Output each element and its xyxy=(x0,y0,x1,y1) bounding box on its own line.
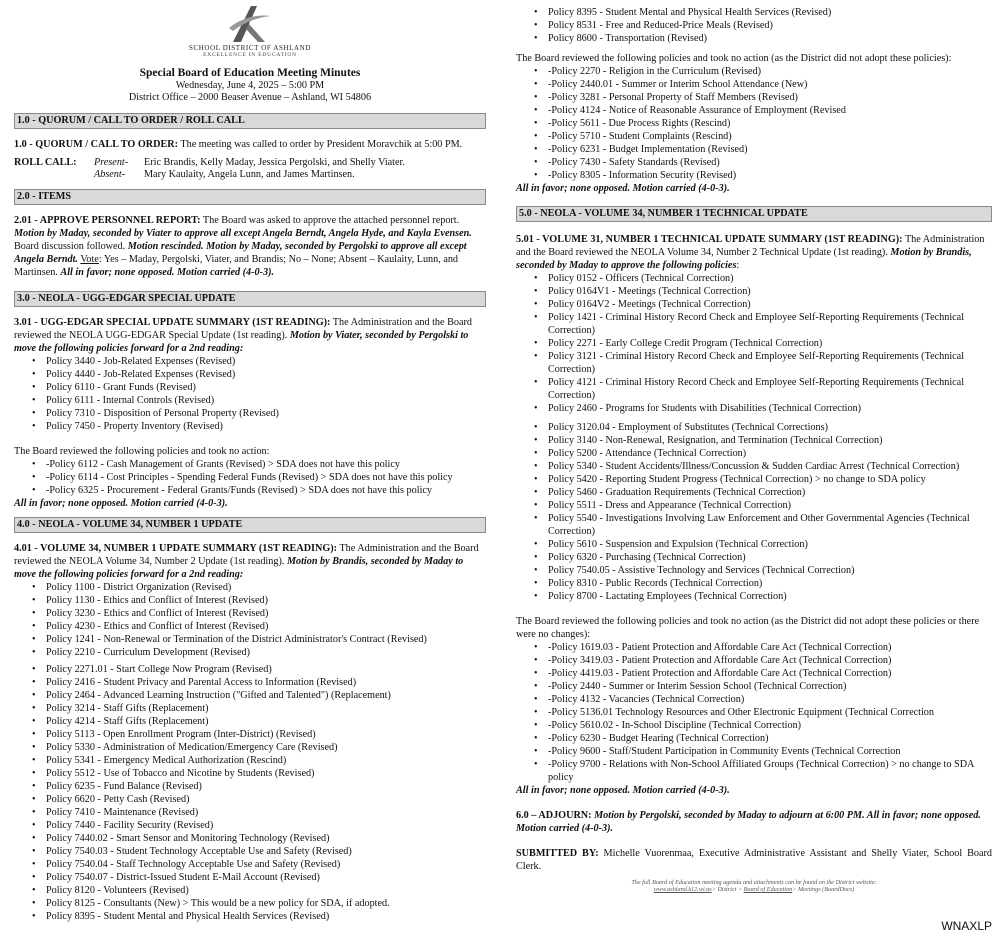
ugg-edgar-text: The Administration and the Board reviewed the NEOLA UGG-EDGAR Special Update (1st reading). xyxy=(14,317,472,341)
publication-code: WNAXLP xyxy=(941,919,992,933)
list-item: • Policy 8120 - Volunteers (Revised) xyxy=(32,884,486,897)
meeting-location: District Office – 2000 Beaser Avenue – Ashland, WI 54806 xyxy=(128,92,372,103)
submitted-by xyxy=(516,847,992,873)
list-item: • Policy 6320 - Purchasing (Technical Correction) xyxy=(534,551,992,564)
list-item: • Policy 6111 - Internal Controls (Revised) xyxy=(32,394,486,407)
roll-call-label: ROLL CALL: xyxy=(14,157,77,168)
logo-name: SCHOOL DISTRICT OF ASHLAND xyxy=(189,44,311,52)
list-item: • Policy 3440 - Job-Related Expenses (Revised) xyxy=(32,355,486,368)
absent-members: Mary Kaulaity, Angela Lunn, and James Martinsen. xyxy=(144,169,355,180)
list-item: • Policy 5200 - Attendance (Technical Correction) xyxy=(534,447,992,460)
personnel-discussion: Board discussion followed. xyxy=(14,241,128,252)
list-item: • Policy 5512 - Use of Tobacco and Nicotine by Students (Revised) xyxy=(32,767,486,780)
section-4-header: 4.0 - NEOLA - VOLUME 34, NUMBER 1 UPDATE xyxy=(14,517,486,533)
adjourn xyxy=(516,809,992,835)
submitted-by-text: Michelle Vuorenmaa, Executive Administrative Assistant and Shelly Viater, School Board Clerk. xyxy=(516,848,992,872)
list-item: • Policy 1130 - Ethics and Conflict of Interest (Revised) xyxy=(32,594,486,607)
adjourn-heading: 6.0 – ADJOURN: xyxy=(516,810,592,821)
list-item: • Policy 3140 - Non-Renewal, Resignation, and Termination (Technical Correction) xyxy=(534,434,992,447)
website-note-line: The full Board of Education meeting agenda and attachments can be found on the District website: xyxy=(631,879,877,886)
personnel-motion-1: Motion by Maday, seconded by Viater to approve all except Angela Berndt, Angela Hyde, and Kayla Evensen. xyxy=(14,228,472,239)
list-item: • -Policy 3281 - Personal Property of Staff Members (Revised) xyxy=(534,91,992,104)
tech-noaction-list xyxy=(516,641,992,784)
section-3-header: 3.0 - NEOLA - UGG-EDGAR SPECIAL UPDATE xyxy=(14,291,486,307)
personnel-carried: All in favor; none opposed. Motion carried (4-0-3). xyxy=(60,267,275,278)
list-item: • Policy 5540 - Investigations Involving Law Enforcement and Other Governmental Agencies (Technical Correction) xyxy=(534,512,992,538)
list-item: • -Policy 2440 - Summer or Interim Session School (Technical Correction) xyxy=(534,680,992,693)
list-item: • -Policy 6230 - Budget Hearing (Technical Correction) xyxy=(534,732,992,745)
list-item: • -Policy 9700 - Relations with Non-School Affiliated Groups (Technical Correction) > no change to SDA policy xyxy=(534,758,992,784)
list-item: • -Policy 4124 - Notice of Reasonable Assurance of Employment (Revised xyxy=(534,104,992,117)
tech-noaction-intro: The Board reviewed the following policies and took no action (as the District did not adopt these policies or there were no changes): xyxy=(516,616,980,640)
tech-carried: All in favor; none opposed. Motion carried (4-0-3). xyxy=(516,785,730,796)
ugg-edgar-motion: Motion by Viater, seconded by Pergolski to move the following policies forward for a 2nd reading: xyxy=(14,330,469,354)
list-item: • -Policy 5611 - Due Process Rights (Rescind) xyxy=(534,117,992,130)
list-item: • -Policy 3419.03 - Patient Protection and Affordable Care Act (Technical Correction) xyxy=(534,654,992,667)
list-item: • Policy 3120.04 - Employment of Substitutes (Technical Corrections) xyxy=(534,421,992,434)
list-item: • -Policy 5136.01 Technology Resources and Other Electronic Equipment (Technical Correction xyxy=(534,706,992,719)
list-item: • Policy 2210 - Curriculum Development (Revised) xyxy=(32,646,486,659)
district-website-link[interactable]: www.ashland.k12.wi.us xyxy=(653,886,712,893)
ugg-edgar-summary xyxy=(14,316,486,355)
website-path-tail: > Meetings (BoardDocs) xyxy=(792,886,855,893)
ugg-edgar-carried: All in favor; none opposed. Motion carried (4-0-3). xyxy=(14,498,228,509)
present-label: Present- xyxy=(94,157,129,168)
tech-update-summary: 5.01 - VOLUME 31, NUMBER 1 TECHNICAL UPDATE SUMMARY (1ST READING): The Administration and the Board reviewed the NEOLA Volume 34, Number 2 Technical Update (1st reading). Motion by Brandis, seconded by Maday to approve the following policies: xyxy=(516,234,985,271)
list-item: • Policy 8310 - Public Records (Technical Correction) xyxy=(534,577,992,590)
list-item: • Policy 8125 - Consultants (New) > This would be a new policy for SDA, if adopted. xyxy=(32,897,486,910)
call-to-order-text: The meeting was called to order by President Moravchik at 5:00 PM. xyxy=(178,139,463,150)
vol34-heading: 4.01 - VOLUME 34, NUMBER 1 UPDATE SUMMARY (1ST READING): xyxy=(14,543,338,554)
list-item: • -Policy 8305 - Information Security (Revised) xyxy=(534,169,992,182)
list-item: • Policy 8700 - Lactating Employees (Technical Correction) xyxy=(534,590,992,603)
website-note xyxy=(516,879,992,893)
list-item: • Policy 3230 - Ethics and Conflict of Interest (Revised) xyxy=(32,607,486,620)
tech-update-heading: 5.01 - VOLUME 31, NUMBER 1 TECHNICAL UPDATE SUMMARY (1ST READING): xyxy=(516,234,903,245)
personnel-heading: 2.01 - APPROVE PERSONNEL REPORT: xyxy=(14,215,201,226)
list-item: • Policy 7440.02 - Smart Sensor and Monitoring Technology (Revised) xyxy=(32,832,486,845)
list-item: • Policy 7450 - Property Inventory (Revised) xyxy=(32,420,486,433)
list-item: • Policy 5511 - Dress and Appearance (Technical Correction) xyxy=(534,499,992,512)
list-item: • -Policy 4419.03 - Patient Protection and Affordable Care Act (Technical Correction) xyxy=(534,667,992,680)
list-item: • Policy 5460 - Graduation Requirements (Technical Correction) xyxy=(534,486,992,499)
list-item: • Policy 0164V2 - Meetings (Technical Correction) xyxy=(534,298,992,311)
list-item: • Policy 1100 - District Organization (Revised) xyxy=(32,581,486,594)
vol34-carried: All in favor; none opposed. Motion carried (4-0-3). xyxy=(516,183,730,194)
tech-update-text: The Administration and the Board reviewed the NEOLA Volume 34, Number 2 Technical Update (1st reading). xyxy=(516,234,985,258)
list-item: • -Policy 6325 - Procurement - Federal Grants/Funds (Revised) > SDA does not have this policy xyxy=(32,484,486,497)
vote-text: : Yes – Maday, Pergolski, Viater, and Brandis; No – None; Absent – Kaulaity, Lunn, and Martinsen. xyxy=(14,254,459,278)
list-item: • -Policy 6231 - Budget Implementation (Revised) xyxy=(534,143,992,156)
list-item: • -Policy 2270 - Religion in the Curriculum (Revised) xyxy=(534,65,992,78)
list-item: • Policy 7440 - Facility Security (Revised) xyxy=(32,819,486,832)
list-item: • Policy 1421 - Criminal History Record Check and Employee Self-Reporting Requirements (Technical Correction) xyxy=(534,311,992,337)
list-item: • Policy 3214 - Staff Gifts (Replacement) xyxy=(32,702,486,715)
left-column xyxy=(14,0,486,923)
list-item: • Policy 5610 - Suspension and Expulsion (Technical Correction) xyxy=(534,538,992,551)
list-item: • Policy 4121 - Criminal History Record Check and Employee Self-Reporting Requirements (Technical Correction) xyxy=(534,376,992,402)
present-members: Eric Brandis, Kelly Maday, Jessica Pergolski, and Shelly Viater. xyxy=(144,157,405,168)
vol34-noaction-list xyxy=(516,65,992,182)
list-item: • Policy 0164V1 - Meetings (Technical Correction) xyxy=(534,285,992,298)
ugg-edgar-policy-list xyxy=(14,355,486,433)
list-item: • Policy 7540.05 - Assistive Technology and Services (Technical Correction) xyxy=(534,564,992,577)
section-1-header: 1.0 - QUORUM / CALL TO ORDER / ROLL CALL xyxy=(14,113,486,129)
list-item: • Policy 2416 - Student Privacy and Parental Access to Information (Revised) xyxy=(32,676,486,689)
list-item: • -Policy 5610.02 - In-School Discipline (Technical Correction) xyxy=(534,719,992,732)
list-item: • -Policy 6114 - Cost Principles - Spending Federal Funds (Revised) > SDA does not have this policy xyxy=(32,471,486,484)
list-item: • -Policy 5710 - Student Complaints (Rescind) xyxy=(534,130,992,143)
list-item: • Policy 0152 - Officers (Technical Correction) xyxy=(534,272,992,285)
ugg-edgar-noaction-intro: The Board reviewed the following policies and took no action: xyxy=(14,446,270,457)
document-title: Special Board of Education Meeting Minutes xyxy=(139,67,361,79)
tech-policy-list-b xyxy=(516,421,992,603)
website-path-separator: > District > xyxy=(711,886,744,893)
list-item: • Policy 5340 - Student Accidents/Illness/Concussion & Sudden Cardiac Arrest (Technical Correction) xyxy=(534,460,992,473)
roll-call xyxy=(14,157,486,181)
submitted-by-label: SUBMITTED BY: xyxy=(516,848,599,859)
list-item: • Policy 4230 - Ethics and Conflict of Interest (Revised) xyxy=(32,620,486,633)
list-item: • Policy 7540.03 - Student Technology Acceptable Use and Safety (Revised) xyxy=(32,845,486,858)
ugg-edgar-noaction-list xyxy=(14,458,486,497)
personnel-report xyxy=(14,214,486,279)
list-item: • Policy 8395 - Student Mental and Physical Health Services (Revised) xyxy=(32,910,486,923)
list-item: • -Policy 1619.03 - Patient Protection and Affordable Care Act (Technical Correction) xyxy=(534,641,992,654)
right-column xyxy=(516,6,992,893)
list-item: • Policy 7540.04 - Staff Technology Acceptable Use and Safety (Revised) xyxy=(32,858,486,871)
vol34-policy-list-a xyxy=(14,581,486,659)
list-item: • -Policy 7430 - Safety Standards (Revised) xyxy=(534,156,992,169)
list-item: • -Policy 6112 - Cash Management of Grants (Revised) > SDA does not have this policy xyxy=(32,458,486,471)
call-to-order xyxy=(14,138,486,151)
vol34-policy-list-continued xyxy=(516,6,992,45)
board-of-education-link[interactable]: Board of Education xyxy=(743,886,793,893)
list-item: • -Policy 2440.01 - Summer or Interim School Attendance (New) xyxy=(534,78,992,91)
list-item: • Policy 4214 - Staff Gifts (Replacement) xyxy=(32,715,486,728)
list-item: • Policy 4440 - Job-Related Expenses (Revised) xyxy=(32,368,486,381)
list-item: • Policy 6620 - Petty Cash (Revised) xyxy=(32,793,486,806)
personnel-text: The Board was asked to approve the attached personnel report. xyxy=(200,215,460,226)
vol34-summary xyxy=(14,542,486,581)
section-2-header: 2.0 - ITEMS xyxy=(14,189,486,205)
district-logo xyxy=(185,4,315,58)
list-item: • Policy 8600 - Transportation (Revised) xyxy=(534,32,992,45)
section-5-header: 5.0 - NEOLA - VOLUME 34, NUMBER 1 TECHNICAL UPDATE xyxy=(516,206,992,222)
list-item: • Policy 8395 - Student Mental and Physical Health Services (Revised) xyxy=(534,6,992,19)
list-item: • Policy 5341 - Emergency Medical Authorization (Rescind) xyxy=(32,754,486,767)
tech-update-motion: Motion by Brandis, seconded by Maday to approve the following policies xyxy=(516,247,972,271)
call-to-order-heading: 1.0 - QUORUM / CALL TO ORDER: xyxy=(14,139,179,150)
list-item: • Policy 5113 - Open Enrollment Program (Inter-District) (Revised) xyxy=(32,728,486,741)
vol34-motion: Motion by Brandis, seconded by Maday to move the following policies forward for a 2nd reading: xyxy=(14,556,464,580)
meeting-date: Wednesday, June 4, 2025 – 5:00 PM xyxy=(175,80,325,91)
list-item: • Policy 5420 - Reporting Student Progress (Technical Correction) > no change to SDA policy xyxy=(534,473,992,486)
list-item: • Policy 5330 - Administration of Medication/Emergency Care (Revised) xyxy=(32,741,486,754)
list-item: • Policy 1241 - Non-Renewal or Termination of the District Administrator's Contract (Revised) xyxy=(32,633,486,646)
vol34-policy-list-b xyxy=(14,663,486,923)
list-item: • -Policy 4132 - Vacancies (Technical Correction) xyxy=(534,693,992,706)
logo-a-icon xyxy=(227,4,273,44)
list-item: • Policy 2271.01 - Start College Now Program (Revised) xyxy=(32,663,486,676)
ugg-edgar-heading: 3.01 - UGG-EDGAR SPECIAL UPDATE SUMMARY (1ST READING): xyxy=(14,317,331,328)
vol34-text: The Administration and the Board reviewed the NEOLA Volume 34, Number 2 Update (1st reading xyxy=(14,543,479,567)
list-item: • Policy 3121 - Criminal History Record Check and Employee Self-Reporting Requirements (Technical Correction) xyxy=(534,350,992,376)
list-item: • Policy 6235 - Fund Balance (Revised) xyxy=(32,780,486,793)
list-item: • Policy 2460 - Programs for Students with Disabilities (Technical Correction) xyxy=(534,402,992,415)
list-item: • Policy 6110 - Grant Funds (Revised) xyxy=(32,381,486,394)
list-item: • -Policy 9600 - Staff/Student Participation in Community Events (Technical Correction xyxy=(534,745,992,758)
list-item: • Policy 2464 - Advanced Learning Instruction ("Gifted and Talented") (Replacement) xyxy=(32,689,486,702)
list-item: • Policy 8531 - Free and Reduced-Price Meals (Revised) xyxy=(534,19,992,32)
personnel-motion-2: Motion rescinded. Motion by Maday, seconded by Pergolski to approve all except Angela Berndt. xyxy=(14,241,467,265)
tech-policy-list-a xyxy=(516,272,992,415)
list-item: • Policy 7540.07 - District-Issued Student E-Mail Account (Revised) xyxy=(32,871,486,884)
vol34-noaction-intro: The Board reviewed the following policies and took no action (as the District did not adopt these policies): xyxy=(516,53,952,64)
vol34-text-end: ). xyxy=(278,556,287,567)
list-item: • Policy 7410 - Maintenance (Revised) xyxy=(32,806,486,819)
absent-label: Absent- xyxy=(94,169,126,180)
list-item: • Policy 7310 - Disposition of Personal Property (Revised) xyxy=(32,407,486,420)
list-item: • Policy 2271 - Early College Credit Program (Technical Correction) xyxy=(534,337,992,350)
logo-tagline: EXCELLENCE IN EDUCATION xyxy=(203,52,297,58)
vote-label: Vote xyxy=(80,254,99,265)
adjourn-motion: Motion by Pergolski, seconded by Maday to adjourn at 6:00 PM. All in favor; none opposed. Motion carried (4-0-3). xyxy=(516,810,981,834)
